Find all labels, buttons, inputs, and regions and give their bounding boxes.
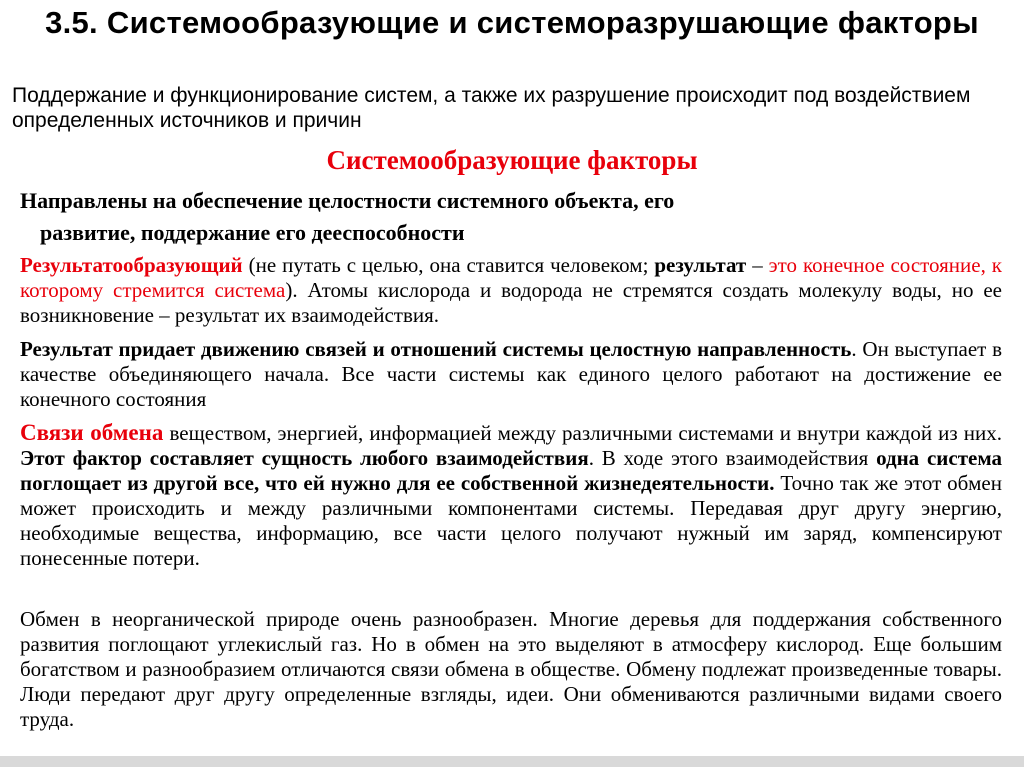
result-word: результат — [654, 253, 747, 277]
exchange-bold-1: Этот фактор составляет сущность любого взаимодействия — [20, 446, 589, 470]
result-direction-text: . Он выступает в качестве объединяющего начала. Все части системы как единого целого работают на достижение ее конечного состояния — [20, 337, 1003, 411]
paragraph-result-direction — [20, 337, 1002, 412]
paragraph-result-forming — [20, 253, 1002, 328]
purpose-line-2: развитие, поддержание его дееспособности — [40, 220, 465, 245]
purpose-line-1: Направлены на обеспечение целостности системного объекта, его — [20, 188, 675, 213]
intro-text: Поддержание и функционирование систем, а также их разрушение происходит под воздействием определенных источников и причин — [12, 84, 971, 132]
term-exchange-links: Связи обмена — [20, 420, 164, 445]
result-definition: это конечное состояние, к которому стремится система — [20, 253, 1002, 302]
exchange-text-1: веществом, энергией, информацией между различными системами и внутри каждой из них. — [163, 421, 1002, 445]
slide-title: 3.5. Системообразующие и системоразрушающие факторы — [45, 5, 979, 40]
exchange-text-3: Точно так же этот обмен может происходить и между различными компонентами системы. Передавая друг другу энергию, необходимые вещества, информацию, все части целого получают нужный им заряд, компенсируют понесенные потери. — [20, 471, 1002, 570]
bottom-bar — [0, 756, 1024, 767]
result-forming-text-2: ). Атомы кислорода и водорода не стремятся создать молекулу воды, но ее возникновение – результат их взаимодействия. — [20, 278, 1002, 327]
section-heading: Системообразующие факторы — [326, 145, 698, 175]
paragraph-exchange-examples: Обмен в неорганической природе очень разнообразен. Многие деревья для поддержания собственного развития поглощают углекислый газ. Но в обмен на это выделяют в атмосферу кислород. Еще большим богатством и разнообразием отличаются связи обмена в обществе. Обмену подлежат произведенные товары. Люди передают друг другу определенные взгляды, идеи. Они обмениваются различными видами своего труда. — [20, 607, 1002, 731]
paragraph-exchange-links — [20, 420, 1002, 571]
result-dash: – — [746, 253, 769, 277]
result-forming-text-1: (не путать с целью, она ставится человеком; — [242, 253, 655, 277]
paragraph-purpose — [20, 185, 1002, 249]
result-direction-bold: Результат придает движению связей и отношений системы целостную направленность — [20, 337, 852, 361]
exchange-text-2: . В ходе этого взаимодействия — [588, 446, 877, 470]
exchange-bold-2: одна система поглощает из другой все, что ей нужно для ее собственной жизнедеятельности. — [20, 446, 1003, 495]
term-result-forming: Результатообразующий — [20, 253, 243, 277]
